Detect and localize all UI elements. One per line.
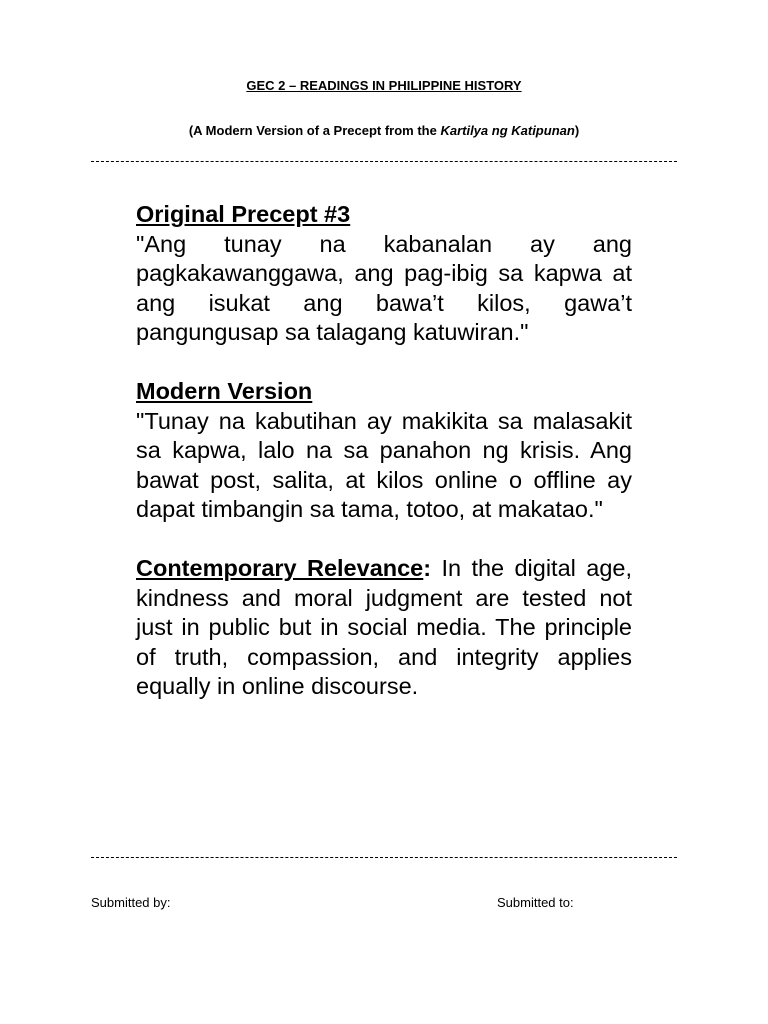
top-divider: [91, 161, 677, 162]
page-title: GEC 2 – READINGS IN PHILIPPINE HISTORY: [246, 78, 522, 93]
bottom-divider: [91, 857, 677, 858]
submitted-to-label: Submitted to:: [497, 895, 574, 910]
original-precept-text: "Ang tunay na kabanalan ay ang pagkakawanggawa, ang pag-ibig sa kapwa at ang isukat ang bawa’t kilos, gawa’t pangungusap sa talagang katuwiran.": [136, 230, 632, 345]
modern-version-section: [136, 377, 632, 525]
original-precept-section: [136, 200, 632, 348]
subtitle-suffix: ): [574, 123, 580, 138]
contemporary-relevance-section: [136, 554, 632, 702]
subtitle-prefix: (A Modern Version of a Precept from the: [188, 123, 441, 138]
contemporary-relevance-paragraph: [136, 554, 632, 702]
page-subtitle: [0, 123, 768, 138]
contemporary-relevance-colon: :: [423, 555, 432, 581]
original-precept-heading: Original Precept #3: [136, 201, 351, 227]
submitted-by-label: Submitted by:: [91, 895, 171, 910]
subtitle-emphasis: Kartilya ng Katipunan: [440, 123, 575, 138]
modern-version-text: "Tunay na kabutihan ay makikita sa malasakit sa kapwa, lalo na sa panahon ng krisis. Ang bawat post, salita, at kilos online o offline ay dapat timbangin sa tama, totoo, at makatao.": [136, 407, 632, 522]
contemporary-relevance-text: In the digital age, kindness and moral judgment are tested not just in public but in social media. The principle of truth, compassion, and integrity applies equally in online discourse.: [136, 555, 632, 699]
document-body: [136, 200, 632, 731]
modern-version-heading: Modern Version: [136, 378, 313, 404]
contemporary-relevance-heading: Contemporary Relevance: [136, 555, 424, 581]
